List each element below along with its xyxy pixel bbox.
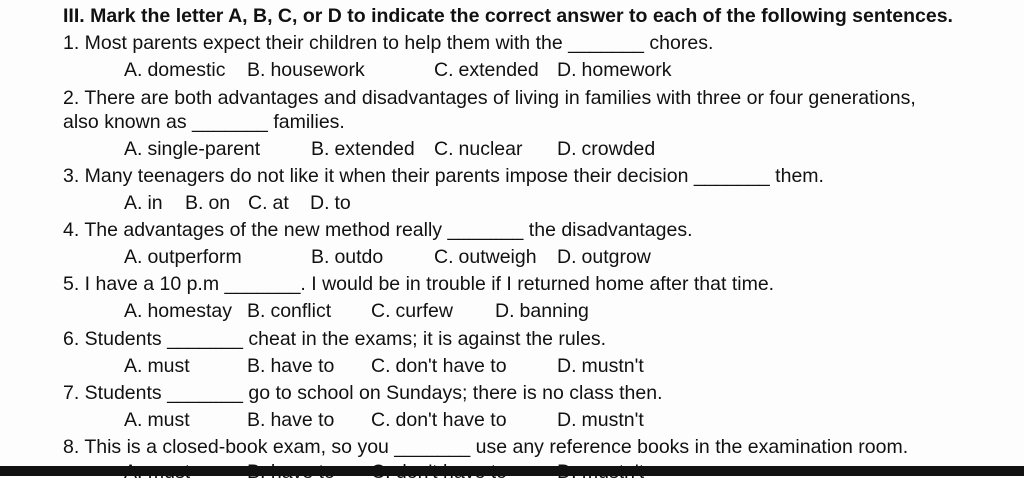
q4-option-d: D. outgrow <box>557 246 651 268</box>
q7-option-a: A. must <box>124 409 190 431</box>
q5-option-d: D. banning <box>495 300 589 322</box>
q6-option-d: D. mustn't <box>557 355 644 377</box>
question-5: 5. I have a 10 p.m _______. I would be in trouble if I returned home after that time. <box>63 273 775 295</box>
question-1: 1. Most parents expect their children to help them with the _______ chores. <box>63 32 714 54</box>
question-4: 4. The advantages of the new method really _______ the disadvantages. <box>63 219 693 241</box>
q1-option-d: D. homework <box>557 59 672 81</box>
q2-option-b: B. extended <box>311 138 415 160</box>
bottom-edge-bar <box>0 466 1024 476</box>
section-heading: III. Mark the letter A, B, C, or D to indicate the correct answer to each of the following sentences. <box>63 5 953 27</box>
q7-option-b: B. have to <box>247 409 335 431</box>
q6-option-b: B. have to <box>247 355 335 377</box>
q4-option-b: B. outdo <box>311 246 384 268</box>
question-2-continued: also known as _______ families. <box>63 111 345 133</box>
q3-option-b: B. on <box>185 192 231 214</box>
q2-option-a: A. single-parent <box>124 138 261 160</box>
q1-option-a: A. domestic <box>124 59 226 81</box>
q3-option-a: A. in <box>124 192 163 214</box>
q7-option-c: C. don't have to <box>371 409 507 431</box>
q2-option-d: D. crowded <box>557 138 656 160</box>
q5-option-b: B. conflict <box>247 300 332 322</box>
q5-option-a: A. homestay <box>124 300 232 322</box>
q7-option-d: D. mustn't <box>557 409 644 431</box>
q5-option-c: C. curfew <box>371 300 453 322</box>
q2-option-c: C. nuclear <box>434 138 523 160</box>
question-8: 8. This is a closed-book exam, so you _______ use any reference books in the examination room. <box>63 436 909 458</box>
q4-option-a: A. outperform <box>124 246 242 268</box>
question-3: 3. Many teenagers do not like it when their parents impose their decision _______ them. <box>63 165 824 187</box>
q6-option-a: A. must <box>124 355 190 377</box>
q3-option-c: C. at <box>248 192 289 214</box>
q3-option-d: D. to <box>310 192 351 214</box>
question-6: 6. Students _______ cheat in the exams; it is against the rules. <box>63 328 607 350</box>
question-7: 7. Students _______ go to school on Sundays; there is no class then. <box>63 382 663 404</box>
q4-option-c: C. outweigh <box>434 246 537 268</box>
q6-option-c: C. don't have to <box>371 355 507 377</box>
q1-option-c: C. extended <box>434 59 539 81</box>
q1-option-b: B. housework <box>247 59 365 81</box>
question-2: 2. There are both advantages and disadvantages of living in families with three or four generations, <box>63 87 916 109</box>
